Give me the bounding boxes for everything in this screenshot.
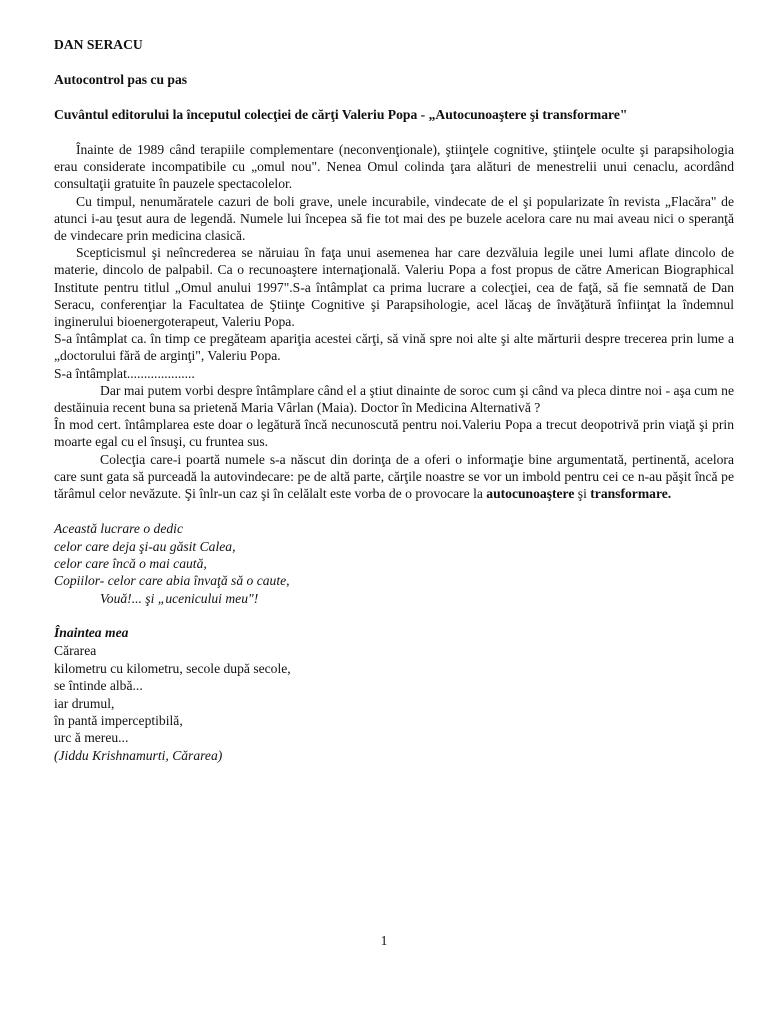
paragraph-4: S-a întâmplat ca. în timp ce pregăteam apariţia acestei cărţi, să vină spre noi alte şi alte mărturii despre trecerea prin lume a „doctorului fără de arginţi", Valeriu Popa. — [54, 331, 734, 364]
keyword-autocunoastere: autocunoaştere — [486, 486, 575, 502]
foreword-body — [54, 141, 734, 502]
dedication-line-4: Copiilor- celor care abia învaţă să o caute, — [54, 573, 290, 589]
paragraph-8-connector: şi — [574, 486, 591, 502]
dedication-line-2: celor care deja şi-au găsit Calea, — [54, 538, 236, 554]
paragraph-8-text: Colecţia care-i poartă numele s-a născut din dorinţa de a oferi o informaţie bine argumentată, pertinentă, acelora care sunt gata să purceadă la autovindecare: pe de altă parte, cărţile noastre se vor un imbold pentru cei ce n-au păşit încă pe tărâmul celor nevăzute. Şi înlr-un caz şi în celălalt este vorba de o provocare la — [54, 451, 734, 502]
paragraph-5: S-a întâmplat.................... — [54, 365, 195, 381]
paragraph-1: Înainte de 1989 când terapiile complementare (neconvenţionale), ştiinţele cognitive, ştiinţele oculte şi parapsihologia erau considerate incompatibile cu „omul nou". Nenea Omul colinda ţara alături de menestrelii unui cenaclu, acordând consultaţii gratuite în pauzele spectacolelor. — [54, 142, 734, 192]
document-page — [54, 36, 734, 764]
verse-line-2: kilometru cu kilometru, secole după secole, — [54, 660, 291, 676]
editor-foreword-heading: Cuvântul editorului la începutul colecţiei de cărţi Valeriu Popa - „Autocunoaştere şi transformare" — [54, 107, 628, 122]
epigraph-verse — [54, 642, 734, 764]
book-title: Autocontrol pas cu pas — [54, 72, 188, 87]
dedication — [54, 520, 734, 607]
dedication-line-3: celor care încă o mai caută, — [54, 556, 207, 572]
dedication-line-1: Această lucrare o dedic — [54, 521, 183, 537]
verse-line-6: urc ă mereu... — [54, 730, 129, 746]
dedication-line-5: Vouă!... şi „ucenicului meu"! — [100, 590, 259, 606]
paragraph-8 — [54, 451, 734, 503]
keyword-transformare: transformare. — [590, 486, 672, 502]
verse-line-1: Cărarea — [54, 643, 97, 659]
verse-line-5: în pantă imperceptibilă, — [54, 712, 183, 728]
paragraph-2: Cu timpul, nenumăratele cazuri de boli grave, unele incurabile, vindecate de el şi popularizate în revista „Flacăra" de atunci i-au ţesut aura de legendă. Numele lui începea să fie tot mai des pe buzele acelora care nu mai aveau nici o speranţă de vindecare prin medicina clasică. — [54, 193, 734, 244]
paragraph-7: În mod cert. întâmplarea este doar o legătură încă necunoscută pentru noi.Valeriu Popa a trecut deopotrivă prin viaţă şi prin moarte egal cu el însuşi, cu fruntea sus. — [54, 417, 734, 450]
page-number: 1 — [380, 933, 388, 948]
section-title: Înaintea mea — [54, 625, 129, 641]
paragraph-6: Dar mai putem vorbi despre întâmplare când el a ştiut dinainte de soroc cum şi când va pleca dintre noi - aşa cum ne destăinuia recent buna sa prietenă Maria Vârlan (Maia). Doctor în Medicina Alternativă ? — [54, 382, 734, 416]
verse-citation: (Jiddu Krishnamurti, Cărarea) — [54, 747, 223, 763]
author-name: DAN SERACU — [54, 37, 143, 52]
verse-line-3: se întinde albă... — [54, 678, 143, 694]
verse-line-4: iar drumul, — [54, 695, 115, 711]
paragraph-3: Scepticismul şi neîncrederea se năruiau în faţa unui asemenea har care dezvăluia legile unei lumi aflate dincolo de materie, dincolo de palpabil. Ca o recunoaştere internaţională. Valeriu Popa a fost propus de către American Biographical Institute pentru titlul „Omul anului 1997".S-a întâmplat ca prima lucrare a colecţiei, cea de faţă, să fie semnată de Dan Seracu, conferenţiar la Facultatea de Ştiinţe Cognitive şi Parapsihologie, acel lăcaş de învăţătură înfiinţat la îndemnul inginerului bioenergoterapeut, Valeriu Popa. — [54, 245, 734, 330]
